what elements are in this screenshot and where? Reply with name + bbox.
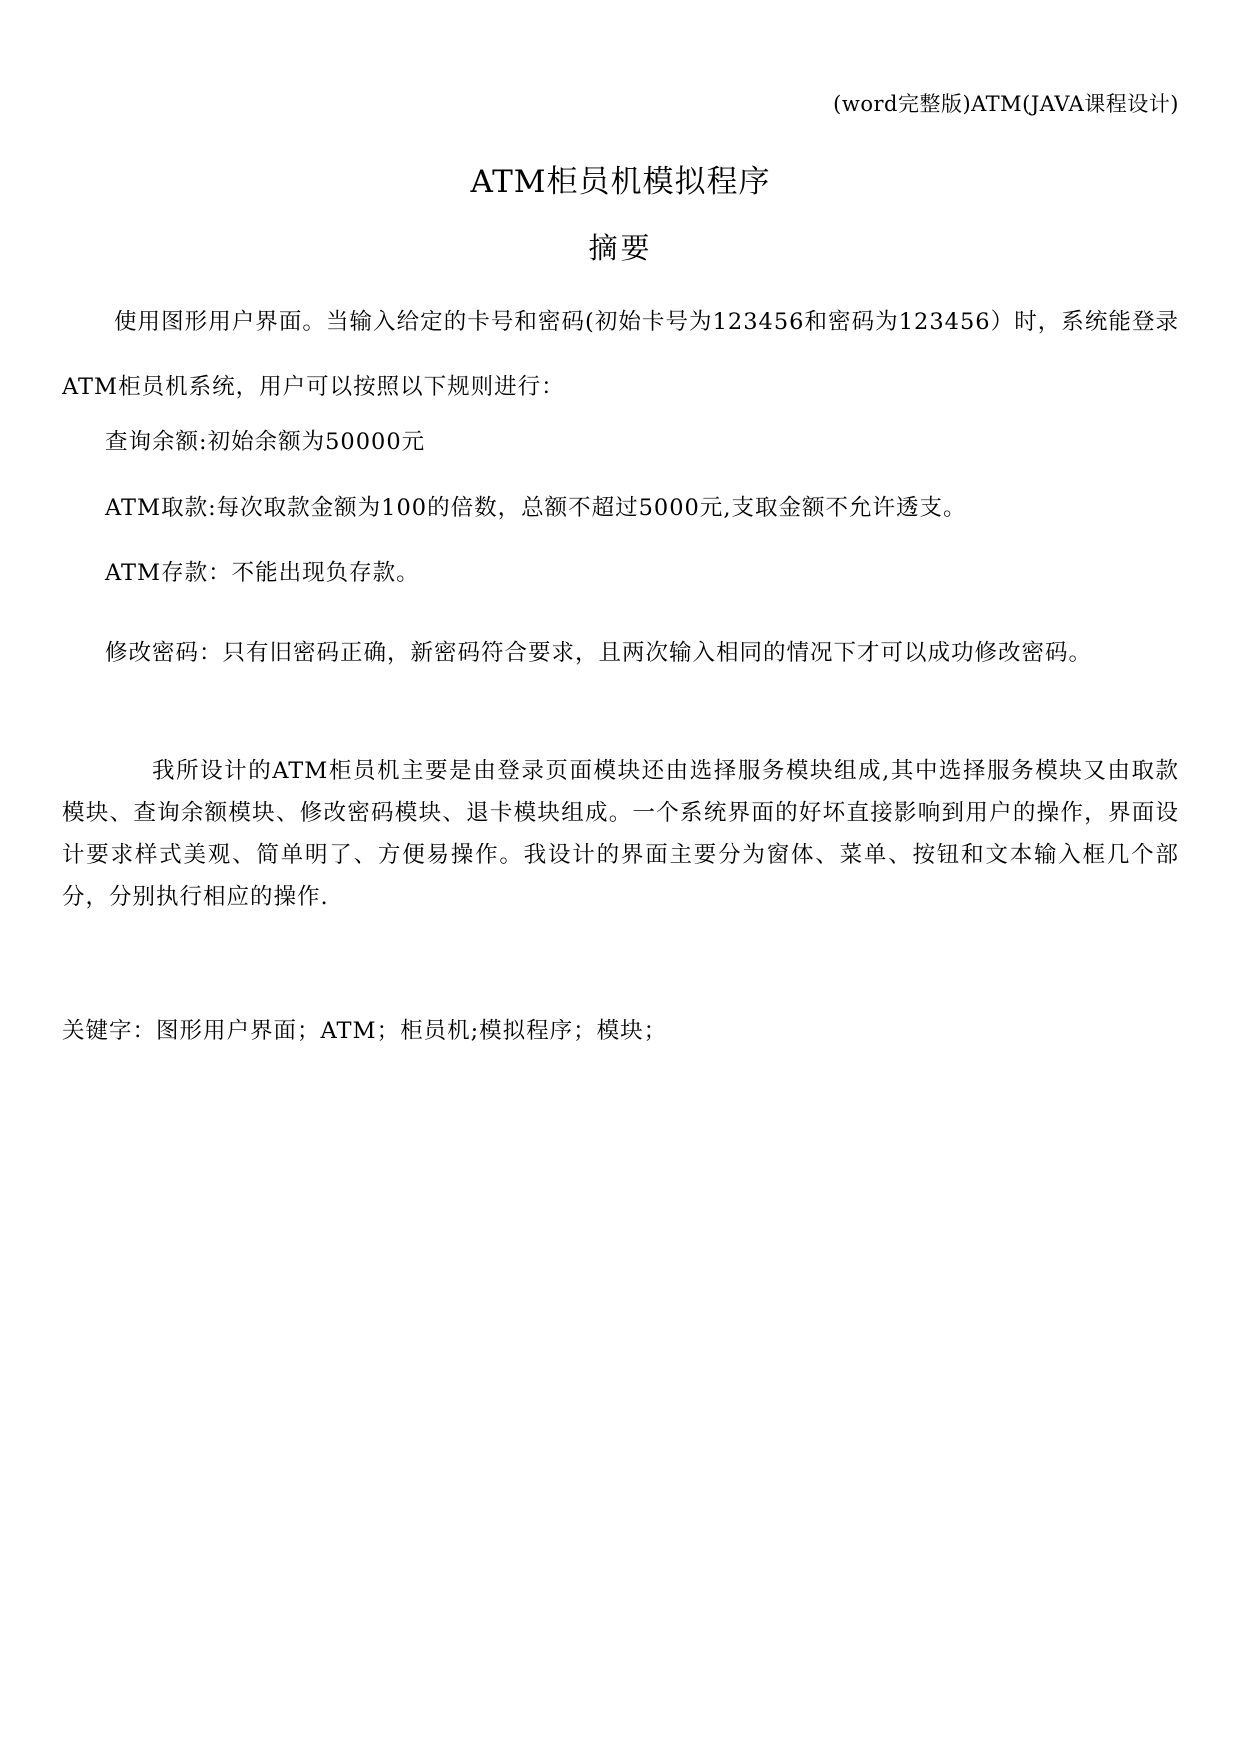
abstract-heading: 摘要 [588,231,653,265]
header-note: (word完整版)ATM(JAVA课程设计) [833,92,1179,116]
rule-check-balance: 查询余额:初始余额为50000元 [105,429,426,455]
design-paragraph: 我所设计的ATM柜员机主要是由登录页面模块还由选择服务模块组成,其中选择服务模块又由取款模块、查询余额模块、修改密码模块、退卡模块组成。一个系统界面的好坏直接影响到用户的操作，界面设计要求样式美观、简单明了、方便易操作。我设计的界面主要分为窗体、菜单、按钮和文本输入框几个部分，分别执行相应的操作. [62,758,1179,910]
intro-paragraph: 使用图形用户界面。当输入给定的卡号和密码(初始卡号为123456和密码为123456）时，系统能登录ATM柜员机系统，用户可以按照以下规则进行： [62,309,1179,400]
keywords-line: 关键字：图形用户界面；ATM；柜员机;模拟程序；模块； [62,1018,668,1044]
rule-deposit: ATM存款：不能出现负存款。 [105,560,420,586]
document-title: ATM柜员机模拟程序 [470,164,771,200]
rule-change-password: 修改密码：只有旧密码正确，新密码符合要求，且两次输入相同的情况下才可以成功修改密码。 [105,640,1093,666]
rule-withdraw: ATM取款:每次取款金额为100的倍数，总额不超过5000元,支取金额不允许透支。 [105,495,967,521]
